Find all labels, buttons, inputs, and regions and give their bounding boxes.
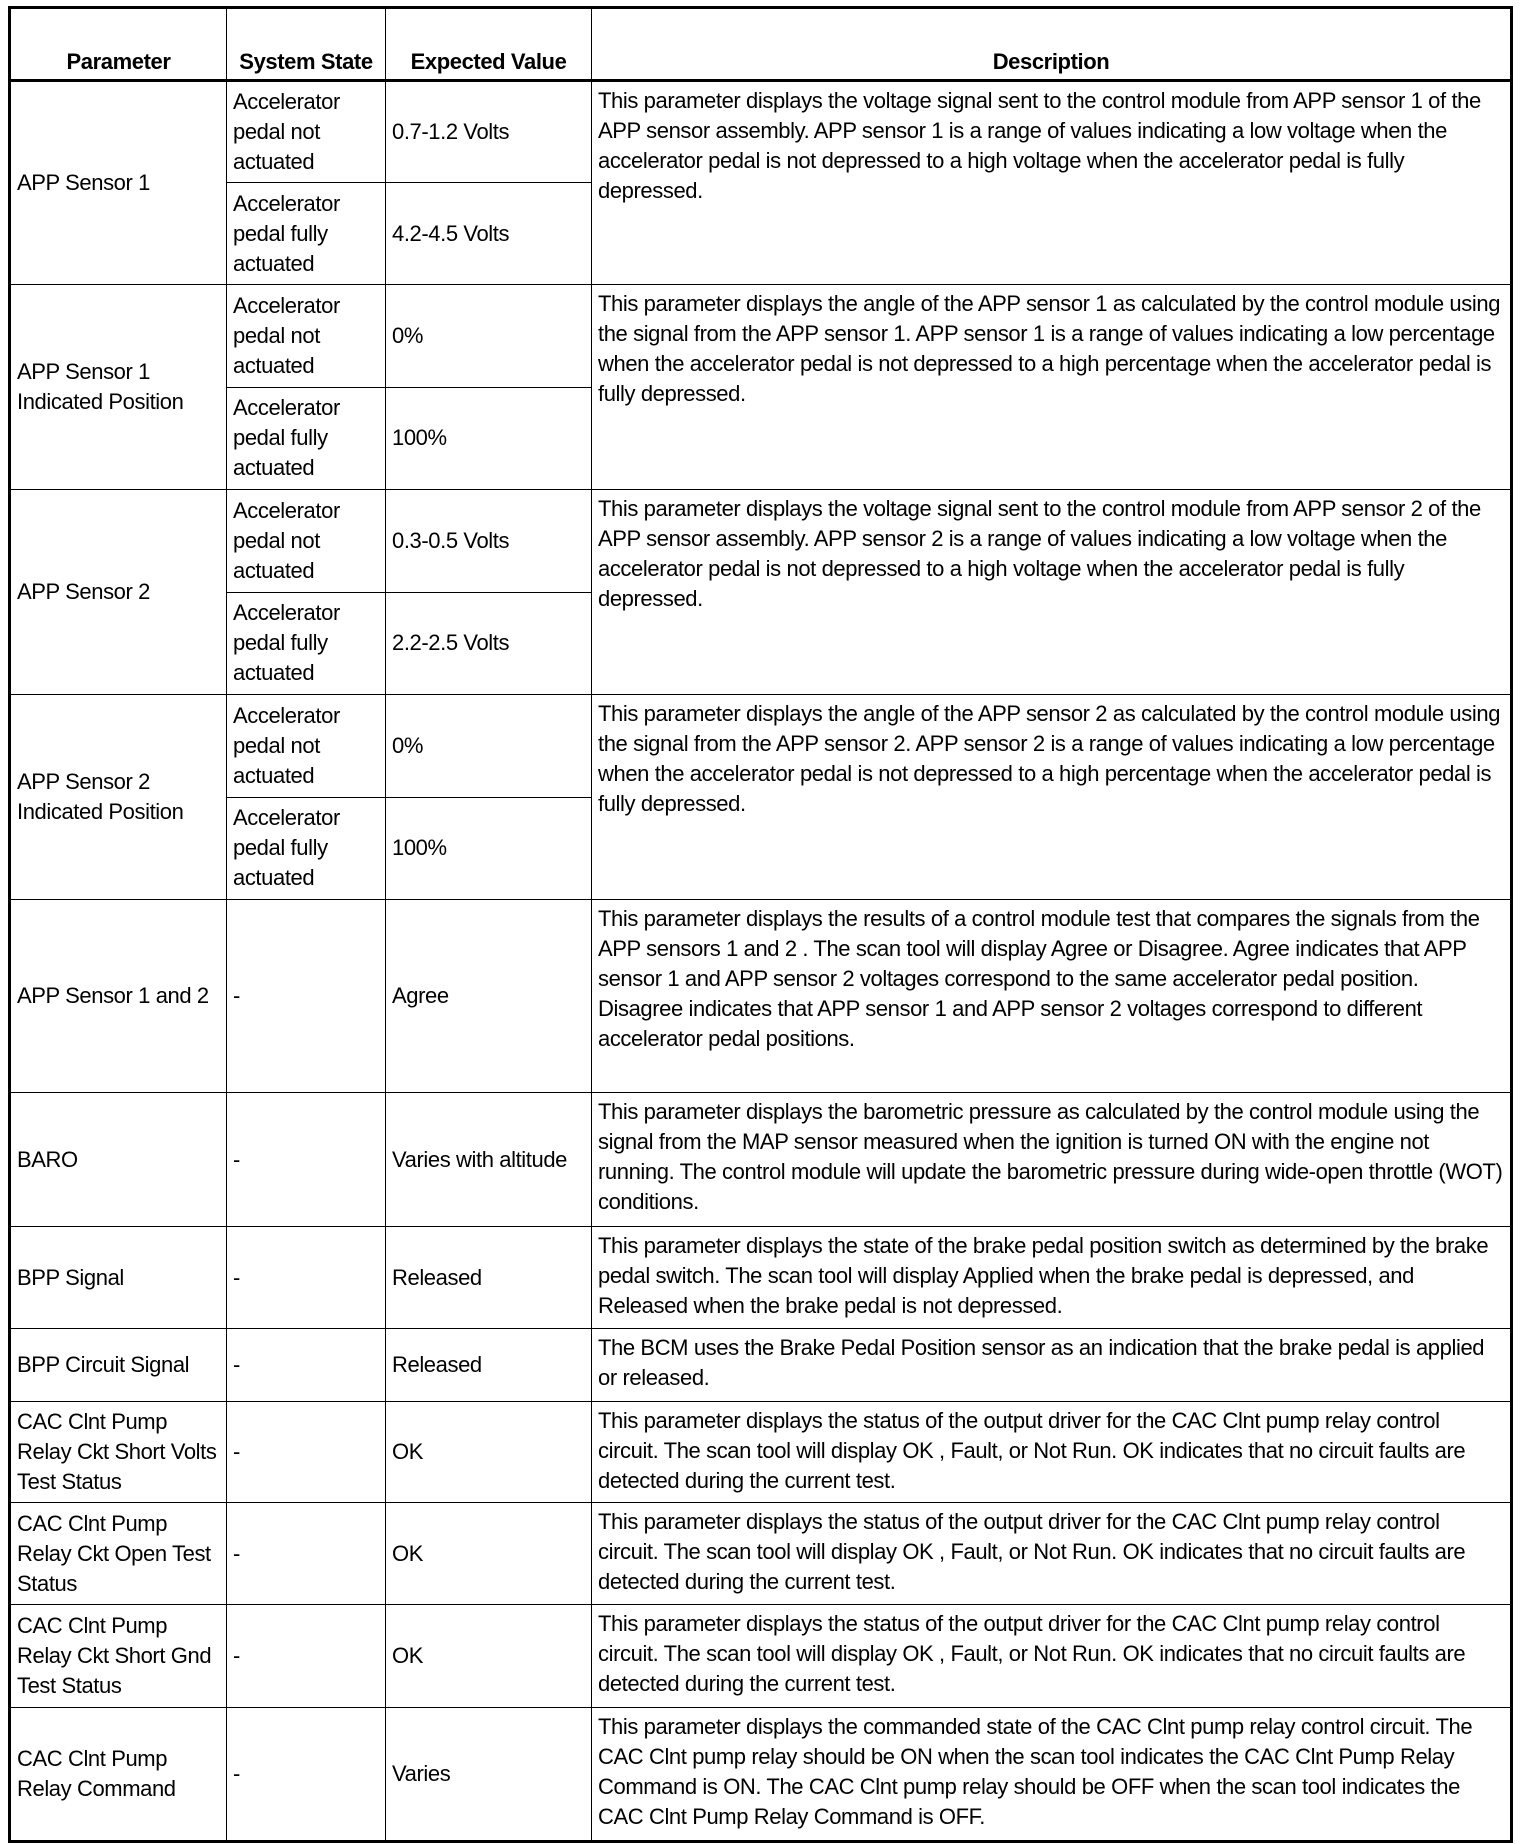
system-state: - (227, 1329, 386, 1402)
table-row (10, 1605, 1512, 1708)
expected-value: 100% (386, 797, 592, 900)
expected-value: 0% (386, 695, 592, 798)
parameter-name: BPP Signal (10, 1227, 227, 1329)
table-row (10, 285, 1512, 388)
system-state: - (227, 900, 386, 1093)
expected-value: 2.2-2.5 Volts (386, 592, 592, 695)
expected-value: 100% (386, 387, 592, 490)
expected-value: OK (386, 1605, 592, 1708)
table-row (10, 1227, 1512, 1329)
parameter-name: CAC Clnt Pump Relay Ckt Open Test Status (10, 1503, 227, 1605)
description: This parameter displays the status of the output driver for the CAC Clnt pump relay control circuit. The scan tool will display OK , Fault, or Not Run. OK indicates that no circuit faults are detected during the current test. (592, 1503, 1512, 1605)
parameter-name: BPP Circuit Signal (10, 1329, 227, 1402)
parameter-name: BARO (10, 1093, 227, 1227)
description: This parameter displays the commanded state of the CAC Clnt pump relay control circuit. The CAC Clnt pump relay should be ON when the scan tool indicates the CAC Clnt Pump Relay Command is ON. The CAC Clnt pump relay should be OFF when the scan tool indicates the CAC Clnt Pump Relay Command is OFF. (592, 1708, 1512, 1842)
expected-value: Varies (386, 1708, 592, 1842)
expected-value: 0.3-0.5 Volts (386, 490, 592, 593)
table-row (10, 1708, 1512, 1842)
table-row (10, 695, 1512, 798)
parameter-name: APP Sensor 2 (10, 490, 227, 695)
expected-value: 4.2-4.5 Volts (386, 183, 592, 285)
description: This parameter displays the status of the output driver for the CAC Clnt pump relay control circuit. The scan tool will display OK , Fault, or Not Run. OK indicates that no circuit faults are detected during the current test. (592, 1402, 1512, 1503)
system-state: - (227, 1708, 386, 1842)
system-state: Accelerator pedal fully actuated (227, 592, 386, 695)
system-state: Accelerator pedal fully actuated (227, 183, 386, 285)
table-row (10, 1093, 1512, 1227)
expected-value: Varies with altitude (386, 1093, 592, 1227)
description: This parameter displays the voltage signal sent to the control module from APP sensor 1 of the APP sensor assembly. APP sensor 1 is a range of values indicating a low voltage when the accelerator pedal is not depressed to a high voltage when the accelerator pedal is fully depressed. (592, 81, 1512, 285)
parameter-table (8, 6, 1513, 1843)
header-parameter: Parameter (10, 8, 227, 81)
table-row (10, 1329, 1512, 1402)
parameter-name: APP Sensor 1 (10, 81, 227, 285)
system-state: - (227, 1093, 386, 1227)
table-row (10, 900, 1512, 1093)
system-state: Accelerator pedal not actuated (227, 695, 386, 798)
parameter-name: CAC Clnt Pump Relay Command (10, 1708, 227, 1842)
header-system-state: System State (227, 8, 386, 81)
system-state: - (227, 1605, 386, 1708)
expected-value: 0% (386, 285, 592, 388)
expected-value: 0.7-1.2 Volts (386, 81, 592, 183)
table-row (10, 81, 1512, 183)
description: This parameter displays the results of a control module test that compares the signals from the APP sensors 1 and 2 . The scan tool will display Agree or Disagree. Agree indicates that APP sensor 1 and APP sensor 2 voltages correspond to the same accelerator pedal position. Disagree indicates that APP sensor 1 and APP sensor 2 voltages correspond to different accelerator pedal positions. (592, 900, 1512, 1093)
description: This parameter displays the status of the output driver for the CAC Clnt pump relay control circuit. The scan tool will display OK , Fault, or Not Run. OK indicates that no circuit faults are detected during the current test. (592, 1605, 1512, 1708)
expected-value: Released (386, 1227, 592, 1329)
parameter-name: APP Sensor 1 Indicated Position (10, 285, 227, 490)
description: The BCM uses the Brake Pedal Position sensor as an indication that the brake pedal is applied or released. (592, 1329, 1512, 1402)
description: This parameter displays the barometric pressure as calculated by the control module using the signal from the MAP sensor measured when the ignition is turned ON with the engine not running. The control module will update the barometric pressure during wide-open throttle (WOT) conditions. (592, 1093, 1512, 1227)
expected-value: Agree (386, 900, 592, 1093)
expected-value: OK (386, 1402, 592, 1503)
system-state: Accelerator pedal not actuated (227, 81, 386, 183)
system-state: - (227, 1503, 386, 1605)
table-row (10, 490, 1512, 593)
description: This parameter displays the voltage signal sent to the control module from APP sensor 2 of the APP sensor assembly. APP sensor 2 is a range of values indicating a low voltage when the accelerator pedal is not depressed to a high voltage when the accelerator pedal is fully depressed. (592, 490, 1512, 695)
header-row (10, 8, 1512, 81)
header-expected-value: Expected Value (386, 8, 592, 81)
system-state: Accelerator pedal not actuated (227, 490, 386, 593)
parameter-name: CAC Clnt Pump Relay Ckt Short Volts Test Status (10, 1402, 227, 1503)
parameter-name: APP Sensor 2 Indicated Position (10, 695, 227, 900)
system-state: - (227, 1227, 386, 1329)
system-state: Accelerator pedal not actuated (227, 285, 386, 388)
system-state: Accelerator pedal fully actuated (227, 387, 386, 490)
expected-value: OK (386, 1503, 592, 1605)
description: This parameter displays the angle of the APP sensor 2 as calculated by the control module using the signal from the APP sensor 2. APP sensor 2 is a range of values indicating a low percentage when the accelerator pedal is not depressed to a high percentage when the accelerator pedal is fully depressed. (592, 695, 1512, 900)
table-row (10, 1402, 1512, 1503)
table-row (10, 1503, 1512, 1605)
parameter-name: APP Sensor 1 and 2 (10, 900, 227, 1093)
system-state: Accelerator pedal fully actuated (227, 797, 386, 900)
system-state: - (227, 1402, 386, 1503)
parameter-name: CAC Clnt Pump Relay Ckt Short Gnd Test Status (10, 1605, 227, 1708)
expected-value: Released (386, 1329, 592, 1402)
description: This parameter displays the angle of the APP sensor 1 as calculated by the control module using the signal from the APP sensor 1. APP sensor 1 is a range of values indicating a low percentage when the accelerator pedal is not depressed to a high percentage when the accelerator pedal is fully depressed. (592, 285, 1512, 490)
description: This parameter displays the state of the brake pedal position switch as determined by the brake pedal switch. The scan tool will display Applied when the brake pedal is depressed, and Released when the brake pedal is not depressed. (592, 1227, 1512, 1329)
table-body (10, 81, 1512, 1842)
header-description: Description (592, 8, 1512, 81)
